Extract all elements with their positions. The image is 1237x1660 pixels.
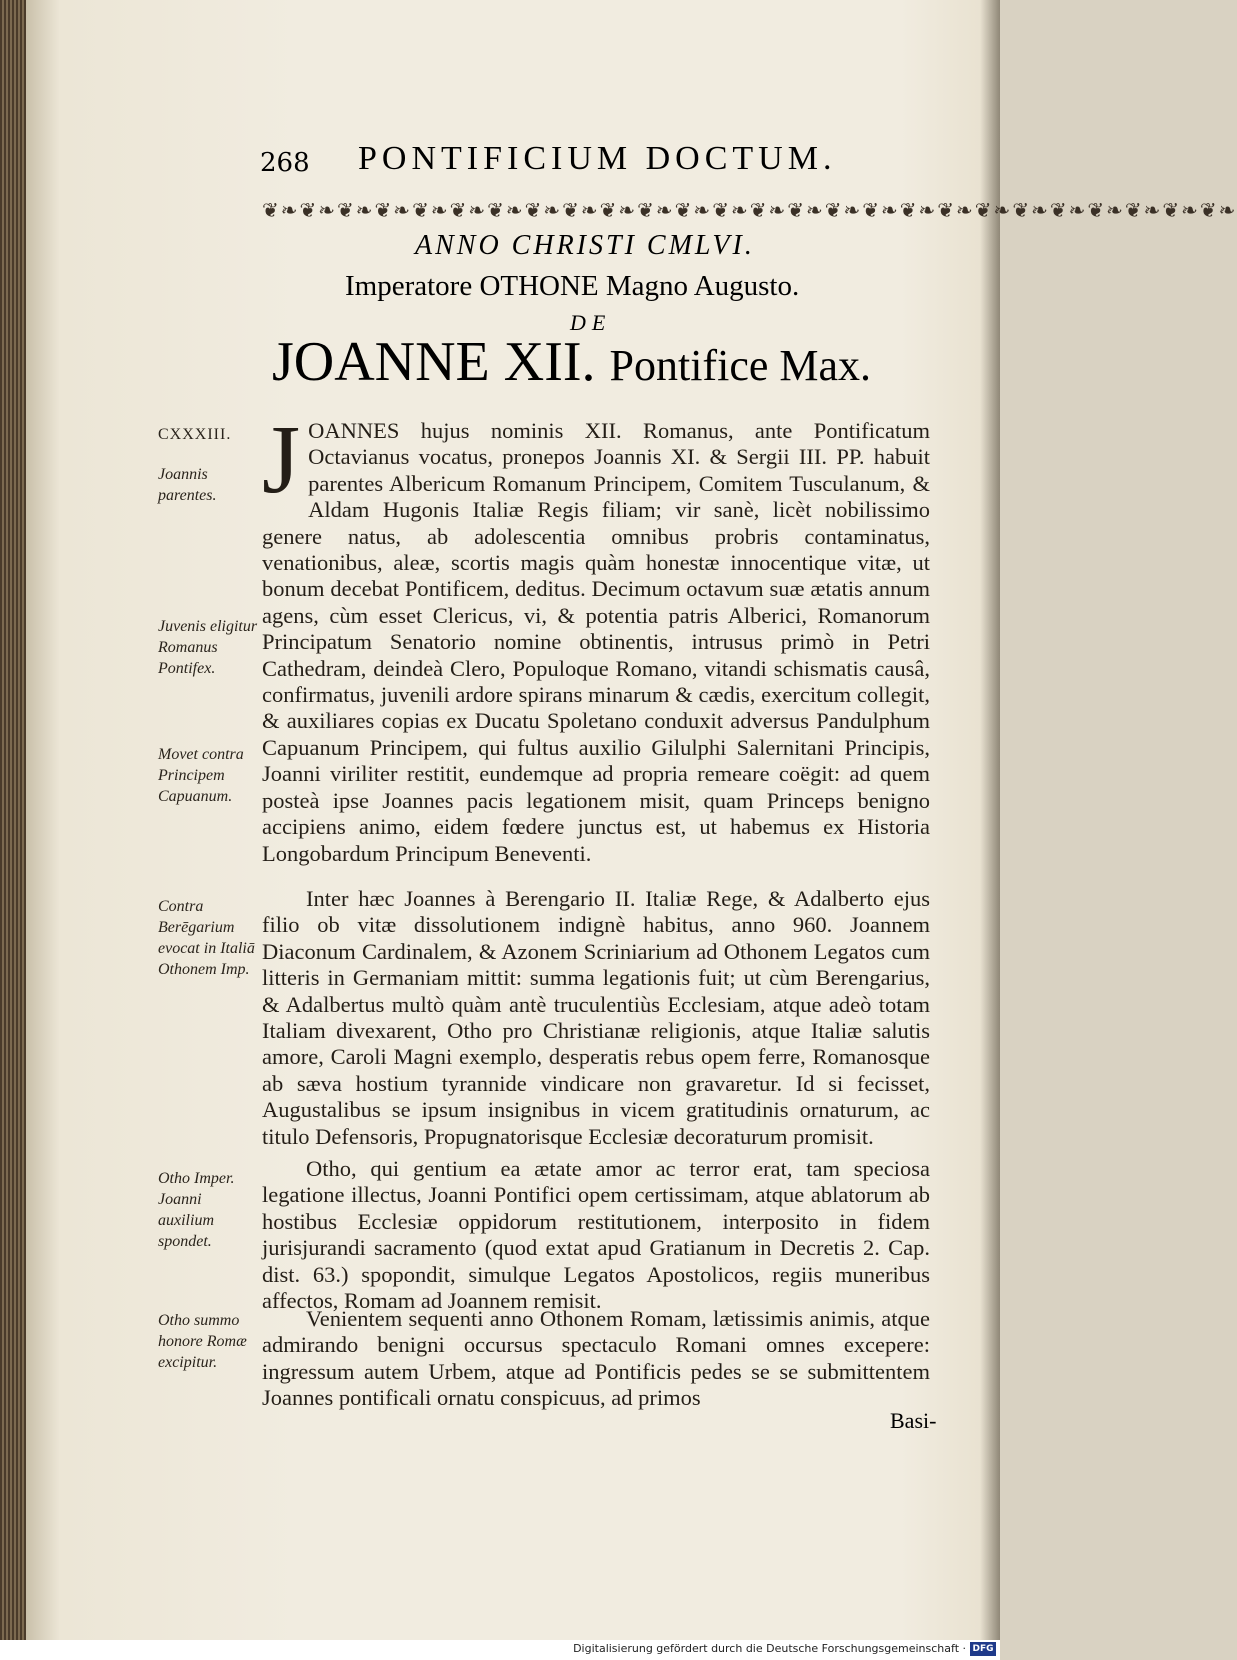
dfg-logo-icon: DFG	[970, 1642, 996, 1656]
margin-note-section-number: CXXXIII.	[158, 426, 232, 443]
paragraph-4: Venientem sequenti anno Othonem Romam, lætissimis animis, atque admirando benigni occursus spectaculo Romani omnes excepere: ingressum autem Urbem, atque ad Pontificis pedes se se submittentem Joannes pontificali ornatu conspicuus, ad primos	[262, 1306, 930, 1411]
paragraph-1	[262, 406, 930, 867]
running-title: PONTIFICIUM DOCTUM.	[358, 140, 837, 177]
paragraph-1-text: OANNES hujus nominis XII. Romanus, ante Pontificatum Octavianus vocatus, pronepos Joannis XI. & Sergii III. PP. habuit parentes Albericum Romanum Principem, Comitem Tusculanum, & Aldam Hugonis Italiæ Regis filiam; vir sanè, licèt nobilissimo genere natus, ab adolescentia omnibus probris contaminatus, venationibus, aleæ, scortis magis quàm honestæ innocentique vitæ, ut bonum decebat Pontificem, deditus. Decimum octavum suæ ætatis annum agens, cùm esset Clericus, vi, & potentia patris Alberici, Romanorum Principatum Senatorio nomine obtinentis, intrusus primò in Petri Cathedram, deindeà Clero, Populoque Romano, vitandi schismatis causâ, confirmatus, juvenili ardore spirans minarum & cædis, exercitum collegit, & auxiliares copias ex Ducatu Spoletano conduxit adversus Pandulphum Capuanum Principem, qui fultus auxilio Gilulphi Salernitani Principis, Joanni viriliter restitit, eundemque ad propria remeare coëgit: ad quem posteà ipse Joannes pacis legationem misit, quam Princeps benigno accipiens animo, eidem fœdere junctus est, ut habemus ex Historia Longobardum Principum Beneventi.	[262, 418, 930, 866]
book-spine-edge	[0, 0, 26, 1640]
margin-note-berengar: Contra Berēgarium evocat in Italiā Othonem Imp.	[158, 898, 255, 978]
year-heading: ANNO CHRISTI CMLVI.	[415, 230, 755, 261]
footer-credit: Digitalisierung gefördert durch die Deutsche Forschungsgemeinschaft ·	[573, 1642, 966, 1655]
chapter-title	[272, 330, 871, 394]
margin-note-otho-aid: Otho Imper. Joanni auxilium spondet.	[158, 1170, 235, 1250]
chapter-title-main: JOANNE XII.	[272, 331, 596, 393]
de-heading: DE	[570, 310, 612, 335]
catchword: Basi-	[890, 1408, 937, 1433]
margin-note-otho-honor: Otho summo honore Romæ excipitur.	[158, 1312, 247, 1371]
paragraph-2: Inter hæc Joannes à Berengario II. Italiæ Rege, & Adalberto ejus filio ob vitæ dissolutionem indignè habitus, anno 960. Joannem Diaconum Cardinalem, & Azonem Scriniarium ad Othonem Legatos cum litteris in Germaniam mittit: summa legationis fuit; ut cùm Berengarius, & Adalbertus multò quàm antè truculentiùs Ecclesiam, atque adeò totam Italiam divexarent, Otho pro Christianæ religionis, atque Italiæ salutis amore, Caroli Magni exemplo, desperatis rebus opem ferre, Romanosque ab sæva hostium tyrannide vindicare non gravaretur. Id si fecisset, Augustalibus se ipsum insignibus in vicem gratitudinis ornaturum, ac titulo Defensoris, Propugnatorisque Ecclesiæ decoraturum promisit.	[262, 886, 930, 1149]
margin-note-parents: Joannis parentes.	[158, 466, 217, 504]
paragraph-3: Otho, qui gentium ea ætate amor ac terror erat, tam speciosa legatione illectus, Joanni Pontifici opem certissimam, atque ablatorum ab hostibus Ecclesiæ oppidorum restitutionem, interposito in fidem jurisjurandi sacramento (quod extat apud Gratianum in Decretis 2. Cap. dist. 63.) spopondit, simulque Legatos Apostolicos, regiis muneribus affectos, Romam ad Joannem remisit.	[262, 1156, 930, 1314]
page-number: 268	[260, 148, 310, 178]
ornamental-border: ❦❧❦❧❦❧❦❧❦❧❦❧❦❧❦❧❦❧❦❧❦❧❦❧❦❧❦❧❦❧❦❧❦❧❦❧❦❧❦❧❦❧❦❧❦❧❦❧❦❧❦❧	[262, 198, 1237, 222]
margin-note-capua: Movet contra Principem Capuanum.	[158, 746, 244, 805]
drop-cap: J	[262, 406, 301, 514]
emperor-heading: Imperatore OTHONE Magno Augusto.	[345, 270, 800, 302]
chapter-title-subtitle: Pontifice Max.	[609, 341, 872, 390]
digitization-footer	[0, 1640, 1000, 1660]
running-head	[260, 140, 940, 190]
margin-note-elected: Juvenis eligitur Romanus Pontifex.	[158, 618, 258, 677]
